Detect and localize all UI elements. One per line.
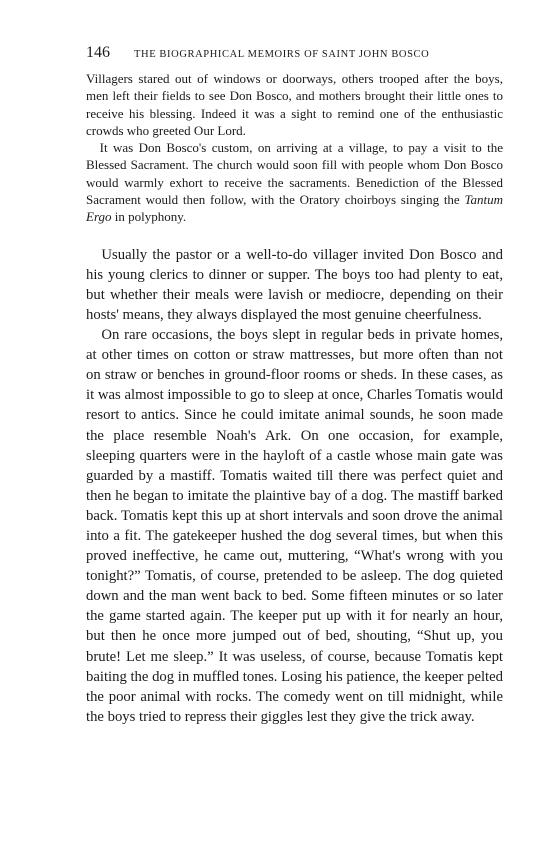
paragraph: Usually the pastor or a well-to-do villager invited Don Bosco and his young clerics to dinner or supper. The boys too had plenty to eat, but whether their meals were lavish or mediocre, depending on their hosts' means, they always displayed the most genuine cheerfulness.	[86, 246, 503, 323]
paragraph: Villagers stared out of windows or doorways, others trooped after the boys, men left their fields to see Don Bosco, and mothers brought their little ones to receive his blessing. Indeed it was a sight to remind one of the enthusiastic crowds who greeted Our Lord.	[86, 71, 503, 138]
text-block-small	[86, 70, 503, 226]
paragraph: On rare occasions, the boys slept in regular beds in private homes, at other times on cotton or straw mattresses, but more often than not on straw or benches in ground-floor rooms or sheds. In these cases, as it was almost impossible to go to sleep at once, Charles Tomatis would resort to antics. Since he could imitate animal sounds, he soon made the place resemble Noah's Ark. On one occasion, for example, sleeping quarters were in the hayloft of a castle whose main gate was guarded by a mastiff. Tomatis waited till there was perfect quiet and then he began to imitate the plaintive bay of a dog. The mastiff barked back. Tomatis kept this up at short intervals and soon drove the animal into a fit. The gatekeeper hushed the dog several times, but when this proved ineffective, he came out, muttering, “What's wrong with you tonight?” Tomatis, of course, pretended to be asleep. The dog quieted down and the man went back to bed. Some fifteen minutes or so later the game started again. The keeper put up with it for nearly an hour, but then he once more jumped out of bed, shouting, “Shut up, you brute! Let me sleep.” It was useless, of course, because Tomatis kept baiting the dog in muffled tones. Losing his patience, the keeper pelted the poor animal with rocks. The comedy went on till midnight, while the boys tried to repress their giggles lest they give the trick away.	[86, 327, 503, 725]
paragraph	[86, 139, 503, 225]
page-number: 146	[86, 44, 110, 61]
italic-title: Tantum Ergo	[86, 192, 503, 225]
paragraph-text: It was Don Bosco's custom, on arriving at a village, to pay a visit to the Blessed Sacrament. The church would soon fill with people whom Don Bosco would warmly exhort to receive the sacraments. Benediction of the Blessed Sacrament would then follow, with the Oratory choirboys singing the	[86, 140, 503, 208]
paragraph-text: in polyphony.	[111, 209, 187, 225]
page-header	[86, 44, 503, 70]
running-head: THE BIOGRAPHICAL MEMOIRS OF SAINT JOHN BOSCO	[134, 49, 430, 60]
text-block-main	[86, 245, 503, 727]
book-page	[86, 44, 503, 727]
